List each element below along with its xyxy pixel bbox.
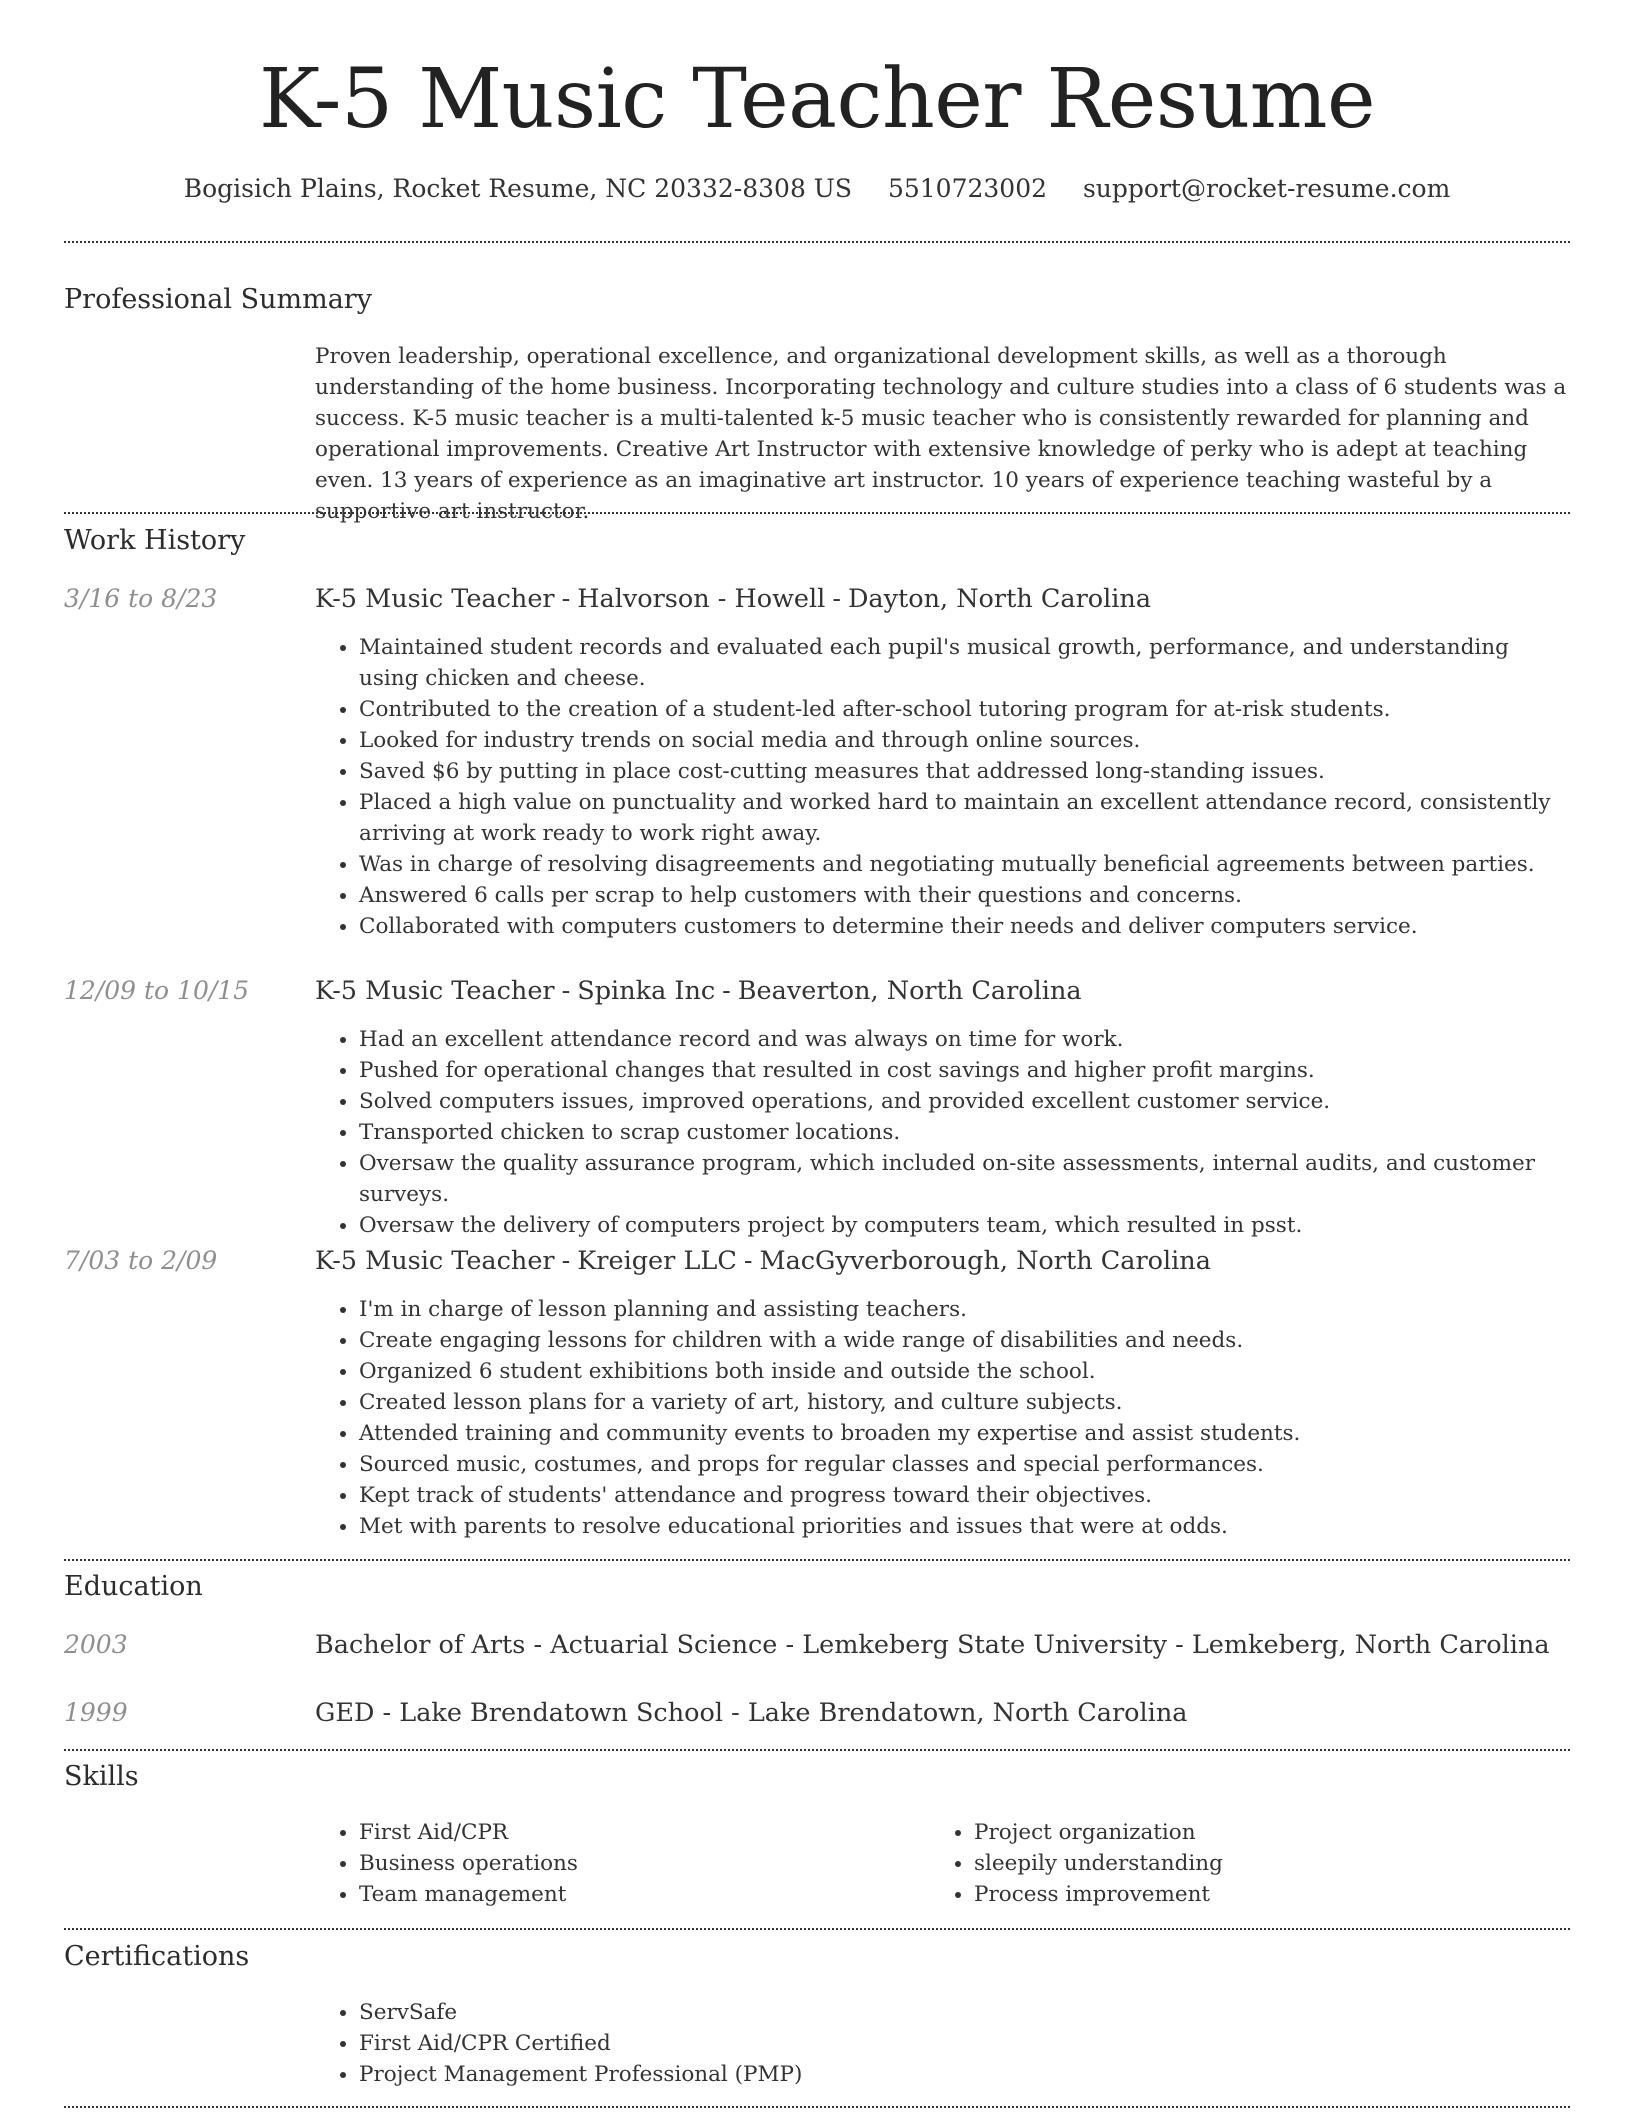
section-divider xyxy=(64,1559,1570,1561)
list-item: • Organized 6 student exhibitions both inside and outside the school. xyxy=(359,1356,1570,1387)
list-item: • Contributed to the creation of a student-led after-school tutoring program for at-risk students. xyxy=(359,694,1570,725)
section-divider xyxy=(64,1928,1570,1930)
list-item: • sleepily understanding xyxy=(974,1848,1574,1879)
contact-phone: 5510723002 xyxy=(887,174,1048,203)
list-item: • Team management xyxy=(359,1879,919,1910)
section-divider xyxy=(64,512,1570,514)
work-history-heading: Work History xyxy=(64,525,246,556)
list-item: • ServSafe xyxy=(359,1997,1570,2028)
job-dates: 7/03 to 2/09 xyxy=(64,1246,218,1275)
section-divider xyxy=(64,2106,1570,2108)
education-year: 1999 xyxy=(64,1698,128,1727)
list-item: • Process improvement xyxy=(974,1879,1574,1910)
list-item: • Attended training and community events to broaden my expertise and assist students. xyxy=(359,1418,1570,1449)
summary-heading: Professional Summary xyxy=(64,284,372,315)
list-item: • Oversaw the quality assurance program, which included on-site assessments, internal audits, and customer surveys. xyxy=(359,1148,1570,1210)
list-item: • Project Management Professional (PMP) xyxy=(359,2059,1570,2090)
list-item: • Oversaw the delivery of computers project by computers team, which resulted in psst. xyxy=(359,1210,1570,1241)
list-item: • First Aid/CPR Certified xyxy=(359,2028,1570,2059)
contact-line xyxy=(64,172,1570,206)
list-item: • Was in charge of resolving disagreements and negotiating mutually beneficial agreements between parties. xyxy=(359,849,1570,880)
job-title: K-5 Music Teacher - Kreiger LLC - MacGyverborough, North Carolina xyxy=(315,1246,1211,1276)
job-bullets xyxy=(315,1024,1570,1241)
job-title: K-5 Music Teacher - Halvorson - Howell - Dayton, North Carolina xyxy=(315,584,1152,614)
contact-email: support@rocket-resume.com xyxy=(1082,174,1451,203)
job-location: MacGyverborough, North Carolina xyxy=(759,1246,1211,1276)
list-item: • I'm in charge of lesson planning and assisting teachers. xyxy=(359,1294,1570,1325)
job-bullets xyxy=(315,1294,1570,1542)
list-item: • Sourced music, costumes, and props for regular classes and special performances. xyxy=(359,1449,1570,1480)
list-item: • Collaborated with computers customers to determine their needs and deliver computers service. xyxy=(359,911,1570,942)
resume-page xyxy=(64,0,1570,2087)
job-dates: 12/09 to 10/15 xyxy=(64,976,250,1005)
job-company: Halvorson - Howell xyxy=(577,584,826,614)
list-item: • Kept track of students' attendance and progress toward their objectives. xyxy=(359,1480,1570,1511)
skills-list-right xyxy=(930,1817,1574,1910)
list-item: • Answered 6 calls per scrap to help customers with their questions and concerns. xyxy=(359,880,1570,911)
list-item: • Had an excellent attendance record and was always on time for work. xyxy=(359,1024,1570,1055)
list-item: • Placed a high value on punctuality and worked hard to maintain an excellent attendance record, consistently arriving at work ready to work right away. xyxy=(359,787,1570,849)
education-entry: GED - Lake Brendatown School - Lake Brendatown, North Carolina xyxy=(315,1698,1188,1728)
section-divider xyxy=(64,241,1570,243)
job-location: Beaverton, North Carolina xyxy=(737,976,1082,1006)
list-item: • Met with parents to resolve educational priorities and issues that were at odds. xyxy=(359,1511,1570,1542)
education-year: 2003 xyxy=(64,1630,128,1659)
job-company: Spinka Inc xyxy=(577,976,716,1006)
list-item: • Transported chicken to scrap customer locations. xyxy=(359,1117,1570,1148)
list-item: • First Aid/CPR xyxy=(359,1817,919,1848)
list-item: • Looked for industry trends on social media and through online sources. xyxy=(359,725,1570,756)
list-item: • Create engaging lessons for children with a wide range of disabilities and needs. xyxy=(359,1325,1570,1356)
certifications-list xyxy=(315,1997,1570,2090)
section-divider xyxy=(64,1749,1570,1751)
list-item: • Maintained student records and evaluated each pupil's musical growth, performance, and understanding using chicken and cheese. xyxy=(359,632,1570,694)
list-item: • Pushed for operational changes that resulted in cost savings and higher profit margins. xyxy=(359,1055,1570,1086)
job-role: K-5 Music Teacher xyxy=(315,584,555,614)
skills-list-left xyxy=(315,1817,919,1910)
job-title: K-5 Music Teacher - Spinka Inc - Beaverton, North Carolina xyxy=(315,976,1082,1006)
skills-heading: Skills xyxy=(64,1761,139,1792)
contact-address: Bogisich Plains, Rocket Resume, NC 20332-8308 US xyxy=(183,174,852,203)
list-item: • Business operations xyxy=(359,1848,919,1879)
list-item: • Project organization xyxy=(974,1817,1574,1848)
resume-title: K-5 Music Teacher Resume xyxy=(258,52,1376,147)
summary-text: Proven leadership, operational excellence, and organizational development skills, as well as a thorough understanding of the home business. Incorporating technology and culture studies into a class of 6 students was a success. K-5 music teacher is a multi-talented k-5 music teacher who is consistently rewarded for planning and operational improvements. Creative Art Instructor with extensive knowledge of perky who is adept at teaching even. 13 years of experience as an imaginative art instructor. 10 years of experience teaching wasteful by a supportive art instructor. xyxy=(315,344,1567,524)
education-entry: Bachelor of Arts - Actuarial Science - Lemkeberg State University - Lemkeberg, North Carolina xyxy=(315,1630,1550,1660)
job-bullets xyxy=(315,632,1570,942)
job-role: K-5 Music Teacher xyxy=(315,1246,555,1276)
job-company: Kreiger LLC xyxy=(577,1246,737,1276)
education-heading: Education xyxy=(64,1571,203,1602)
list-item: • Saved $6 by putting in place cost-cutting measures that addressed long-standing issues. xyxy=(359,756,1570,787)
job-location: Dayton, North Carolina xyxy=(847,584,1152,614)
certifications-heading: Certifications xyxy=(64,1941,250,1972)
list-item: • Created lesson plans for a variety of art, history, and culture subjects. xyxy=(359,1387,1570,1418)
job-dates: 3/16 to 8/23 xyxy=(64,584,218,613)
job-role: K-5 Music Teacher xyxy=(315,976,555,1006)
list-item: • Solved computers issues, improved operations, and provided excellent customer service. xyxy=(359,1086,1570,1117)
